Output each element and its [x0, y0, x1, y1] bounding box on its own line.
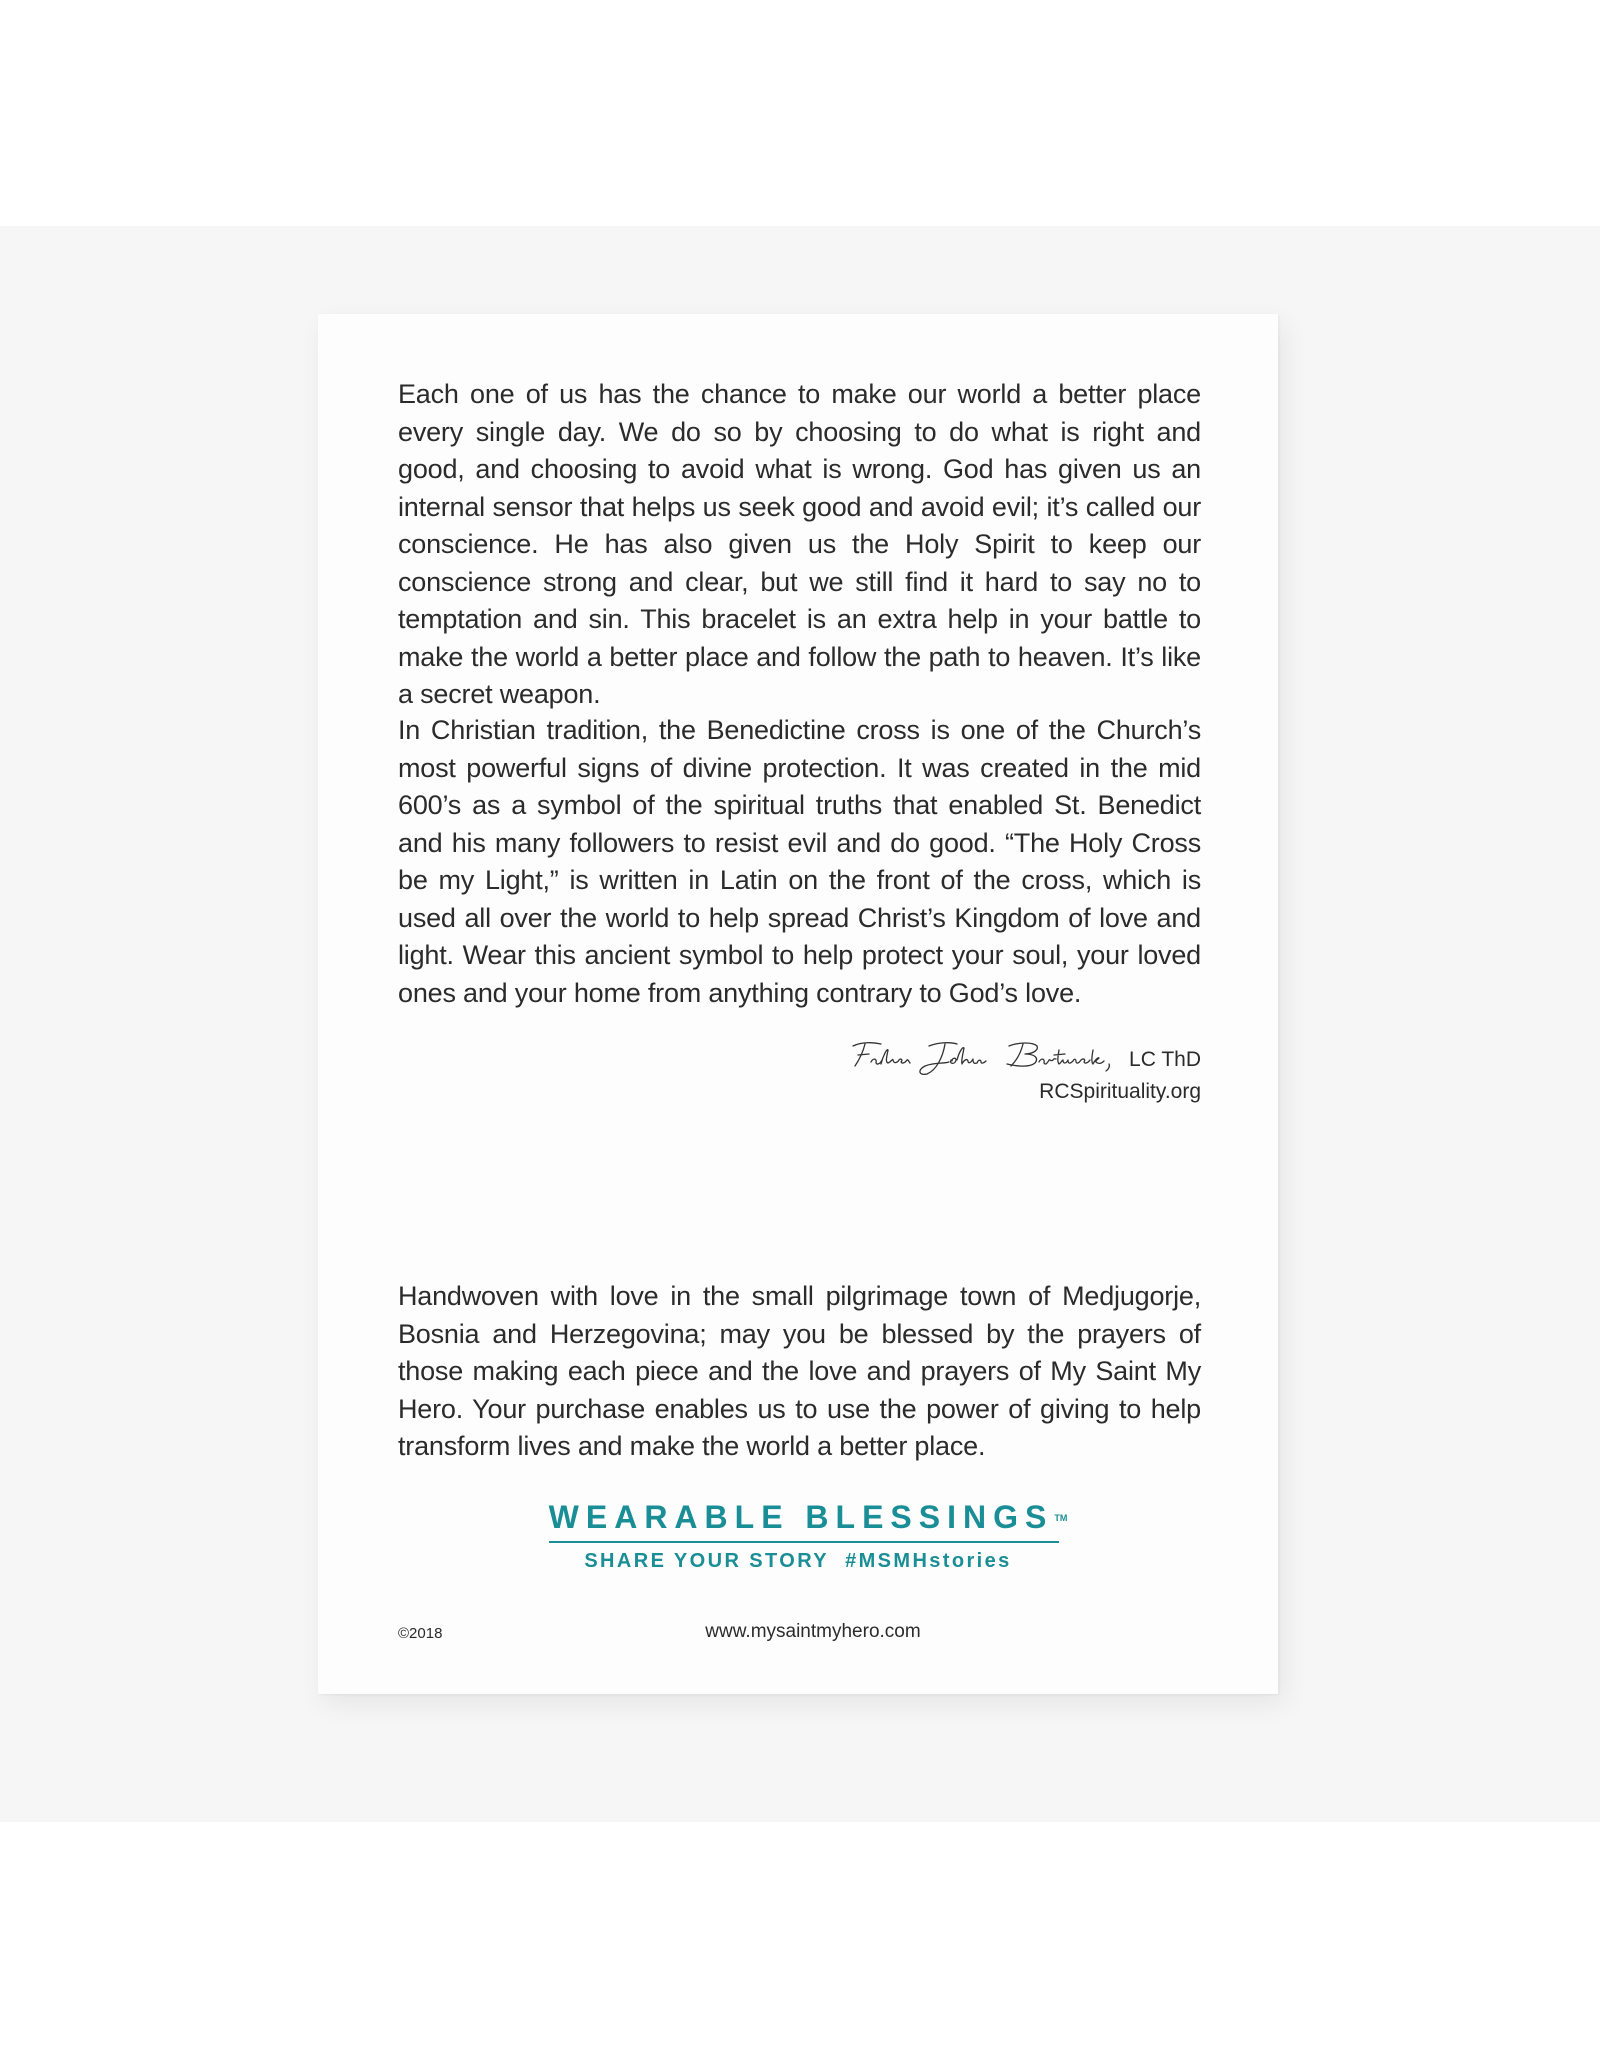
hashtag-text: #MSMHstories: [845, 1550, 1012, 1572]
trademark-mark: TM: [1054, 1513, 1068, 1523]
wearable-blessings-logo: [318, 1498, 1278, 1576]
signature-line: [398, 1038, 1201, 1078]
brand-title: [548, 1498, 1068, 1543]
benedictine-cross-paragraph: In Christian tradition, the Benedictine cross is one of the Church’s most powerful signs of divine protection. It was created in the mid 600’s as a symbol of the spiritual truths that enabled St. Benedict and his many followers to resist evil and do good. “The Holy Cross be my Light,” is written in Latin on the front of the cross, which is used all over the world to help spread Christ’s Kingdom of love and light. Wear this ancient symbol to help protect your soul, your loved ones and your home from anything contrary to God’s love.: [398, 715, 1201, 1008]
tagline-text: SHARE YOUR STORY: [584, 1550, 830, 1572]
signature-credential: LC ThD: [1129, 1048, 1201, 1071]
insert-card: [318, 314, 1278, 1694]
intro-paragraph: Each one of us has the chance to make our world a better place every single day. We do so by choosing to do what is right and good, and choosing to avoid what is wrong. God has given us an internal sensor that helps us seek good and avoid evil; it’s called our conscience. He has also given us the Holy Spirit to keep our conscience strong and clear, but we still find it hard to say no to temptation and sin. This bracelet is an extra help in your battle to make the world a better place and follow the path to heaven. It’s like a secret weapon.: [398, 379, 1201, 709]
brand-title-text: WEARABLE BLESSINGS: [548, 1499, 1054, 1535]
brand-tagline: [318, 1546, 1278, 1576]
handwritten-signature: [847, 1038, 1123, 1078]
signature-block: [398, 1038, 1201, 1106]
signature-website: RCSpirituality.org: [1039, 1080, 1201, 1103]
copyright-text: ©2018: [398, 1625, 443, 1642]
website-url: www.mysaintmyhero.com: [705, 1621, 921, 1642]
handwoven-paragraph: Handwoven with love in the small pilgrimage town of Medjugorje, Bosnia and Herzegovina; may you be blessed by the prayers of those making each piece and the love and prayers of My Saint My Hero. Your purchase enables us to use the power of giving to help transform lives and make the world a better place.: [398, 1281, 1201, 1461]
